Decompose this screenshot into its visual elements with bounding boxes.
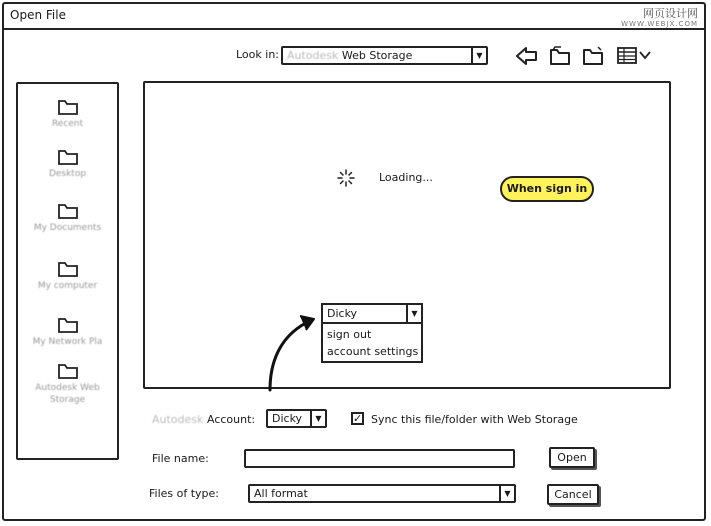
lookin-value: Web Storage: [341, 49, 413, 62]
folder-icon: [57, 148, 79, 166]
filetype-label: Files of type:: [149, 487, 220, 500]
lookin-combo[interactable]: [281, 46, 488, 65]
title-bar: [4, 4, 704, 30]
sidebar-item-label: My computer: [37, 281, 98, 291]
lookin-label: Look in:: [236, 48, 279, 61]
folder-icon: [57, 98, 79, 116]
loading-spinner-icon: [336, 168, 356, 192]
sidebar-item-label: My Documents: [33, 223, 102, 233]
open-button[interactable]: Open: [549, 447, 595, 468]
filename-input[interactable]: [244, 449, 515, 468]
loading-text: Loading...: [379, 171, 433, 184]
sidebar-item-recent[interactable]: [18, 98, 117, 130]
sidebar-item-label: Autodesk Web Storage: [35, 383, 100, 405]
menu-item-account-settings[interactable]: account settings: [327, 345, 419, 358]
folder-icon: [57, 362, 79, 380]
filename-label: File name:: [152, 452, 209, 465]
cancel-button[interactable]: Cancel: [547, 484, 599, 505]
folder-icon: [57, 202, 79, 220]
up-folder-icon[interactable]: [548, 45, 572, 67]
new-folder-icon[interactable]: [581, 45, 605, 67]
account-prefix: Autodesk: [152, 413, 204, 426]
sidebar-item-web-storage[interactable]: [18, 362, 117, 406]
filetype-combo[interactable]: [248, 484, 516, 503]
menu-item-sign-out[interactable]: sign out: [327, 328, 372, 341]
sidebar-item-label: Desktop: [48, 169, 87, 179]
lookin-prefix: Autodesk: [287, 49, 339, 62]
folder-icon: [57, 260, 79, 278]
folder-icon: [57, 316, 79, 334]
account-combo[interactable]: [266, 409, 327, 428]
chevron-down-icon[interactable]: ▼: [406, 305, 421, 322]
sync-checkbox[interactable]: ✓: [353, 412, 363, 425]
filename-value: [246, 456, 250, 469]
chevron-down-icon[interactable]: ▼: [499, 486, 514, 501]
chevron-down-icon[interactable]: ▼: [471, 48, 486, 63]
dialog-title: Open File: [10, 8, 66, 22]
places-sidebar: [16, 82, 119, 460]
account-value: Dicky: [272, 412, 303, 425]
sync-label: Sync this file/folder with Web Storage: [371, 413, 578, 426]
watermark-sub: WWW.WEBJX.COM: [621, 20, 698, 28]
sidebar-item-desktop[interactable]: [18, 148, 117, 180]
view-menu-icon[interactable]: [616, 45, 652, 67]
sidebar-item-network[interactable]: [18, 316, 117, 348]
account-dropdown-value: Dicky: [327, 307, 358, 320]
sidebar-item-label: Recent: [51, 119, 84, 129]
sidebar-item-my-computer[interactable]: [18, 260, 117, 292]
watermark: [621, 8, 698, 28]
sidebar-item-label: My Network Pla: [32, 337, 103, 347]
filetype-value: All format: [254, 487, 308, 500]
watermark-main: 网页设计网: [643, 7, 698, 20]
account-label: Account:: [207, 413, 256, 426]
annotation-arrow-icon: [262, 312, 322, 392]
sidebar-item-my-documents[interactable]: [18, 202, 117, 234]
back-arrow-icon[interactable]: [515, 45, 539, 67]
chevron-down-icon[interactable]: ▼: [310, 411, 325, 426]
account-dropdown-menu[interactable]: [321, 303, 423, 363]
sign-in-callout: When sign in: [500, 176, 594, 202]
account-dropdown-head[interactable]: [323, 305, 421, 324]
